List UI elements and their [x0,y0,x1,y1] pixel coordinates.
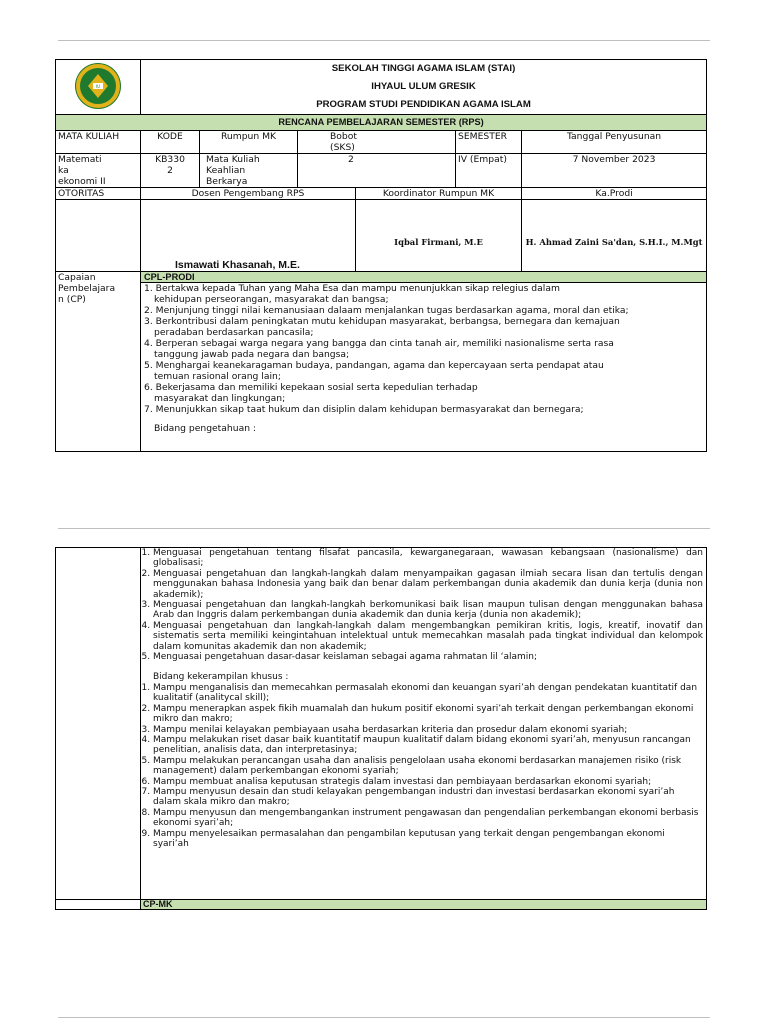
keterampilan-item: 8. Mampu menyusun dan mengembangankan instrument pengawasan dan pengendalian perkembangan ekonomi berbasis ekonomi syari’ah; [153,808,703,829]
page-divider-middle [58,528,710,529]
col-tanggal: Tanggal Penyusunan [522,131,707,154]
course-code: KB330 2 [141,154,200,188]
logo-cell [56,60,141,115]
col-rumpun-mk: Rumpun MK [200,131,298,154]
keterampilan-item: 7. Mampu menyusun desain dan studi kelayakan pengembangan industri dan investasi berdasarkan ekonomi syari’ah dalam skala mikro dan makro; [153,787,703,808]
sikap-line: peradaban berdasarkan pancasila; [154,327,314,338]
col-bobot: Bobot (SKS) [298,131,456,154]
institution-header [141,60,707,115]
svg-text:IU: IU [95,84,101,89]
keterampilan-item: 2. Mampu menerapkan aspek fikih muamalah dan hukum positif ekonomi syari’ah terkait dengan perkembangan ekonomi mikro dan makro; [153,704,703,725]
keterampilan-item: 9. Mampu menyelesaikan permasalahan dan pengambilan keputusan yang terkait dengan pengembangan ekonomi syari’ah [153,829,703,850]
course-name: Matemati ka ekonomi II [56,154,141,188]
program-name: PROGRAM STUDI PENDIDIKAN AGAMA ISLAM [316,99,531,110]
institution-subname: IHYAUL ULUM GRESIK [371,81,476,92]
cp-content-continued [141,548,707,900]
sikap-line: tanggung jawab pada negara dan bangsa; [154,349,350,360]
cp-mk-label-empty [56,900,141,910]
otoritas-label: OTORITAS [56,188,141,200]
sikap-line: 2. Menjunjung tinggi nilai kemanusiaan dalaam menjalankan tugas berdasarkan agama, moral dan etika; [144,305,629,316]
keterampilan-item: 3. Mampu menilai kelayakan pembiayaan usaha berdasarkan kriteria dan prosedur dalam ekonomi syariah; [153,725,703,735]
institution-name: SEKOLAH TINGGI AGAMA ISLAM (STAI) [331,63,516,74]
koordinator-name: Iqbal Firmani, M.E [394,237,483,247]
sikap-line: 1. Bertakwa kepada Tuhan yang Maha Esa dan mampu menunjukkan sikap relegius dalam [144,283,560,294]
page-divider-bottom [58,1017,710,1018]
sikap-line: 7. Menunjukkan sikap taat hukum dan disiplin dalam kehidupan bermasyarakat dan bernegara; [144,404,584,415]
sikap-line: masyarakat dan lingkungan; [154,393,286,404]
institution-logo [72,61,124,111]
cp-continued-table [55,547,707,910]
cp-label-continued [56,548,141,900]
sikap-line: temuan rasional orang lain; [154,371,281,382]
cp-mk-heading: CP-MK [141,900,707,910]
pengetahuan-item: 1. Menguasai pengetahuan tentang filsafat pancasila, kewarganegaraan, wawasan kebangsaan (nasionalisme) dan globalisasi; [153,548,703,569]
keterampilan-list [141,683,703,850]
kaprodi-label: Ka.Prodi [522,188,707,200]
kaprodi-name: H. Ahmad Zaini Sa'dan, S.H.I., M.Mgt [525,237,703,247]
keterampilan-item: 6. Mampu membuat analisa keputusan strategis dalam investasi dan pembiayaan berdasarkan ekonomi syariah; [153,777,703,787]
pengetahuan-item: 2. Menguasai pengetahuan dan langkah-langkah dalam menyampaikan gagasan ilmiah secara lisan dan tertulis dengan menggunakan bahasa Indonesia yang baik dan benar dalam perkembangan dunia akademik dan dunia kerja (dunia non akademik); [153,569,703,600]
col-semester: SEMESTER [456,131,522,154]
pengetahuan-item: 3. Menguasai pengetahuan dan langkah-langkah berkomunikasi baik lisan maupun tulisan dengan menggunakan bahasa Arab dan Inggris dalam perkembangan dunia akademik dan dunia kerja (dunia non akademik); [153,600,703,621]
pengetahuan-item: 4. Menguasai pengetahuan dan langkah-langkah dalam mengembangkan pemikiran kritis, logis, kreatif, inovatif dan sistematis serta memiliki keingintahuan intelektual untuk memecahkan masalah pada tingkat individual dan kelompok dalam komunitas akademik dan non akademik; [153,621,703,652]
sikap-line: 5. Menghargai keanekaragaman budaya, pandangan, agama dan kepercayaan serta pendapat atau [144,360,604,371]
course-date: 7 November 2023 [522,154,707,188]
otoritas-empty [56,200,141,272]
dosen-signature-cell [141,200,356,272]
page-divider-top [58,40,710,41]
cp-content [141,272,707,452]
koordinator-label: Koordinator Rumpun MK [356,188,522,200]
course-semester: IV (Empat) [456,154,522,188]
rps-header-table [55,59,707,452]
pengetahuan-list [141,548,703,662]
cp-label: Capaian Pembelajara n (CP) [56,272,141,452]
kaprodi-signature-cell [522,200,707,272]
dosen-name: Ismawati Khasanah, M.E. [175,259,300,271]
pengetahuan-item: 5. Menguasai pengetahuan dasar-dasar keislaman sebagai agama rahmatan lil ‘alamin; [153,652,703,662]
col-kode: KODE [141,131,200,154]
bidang-keterampilan-heading: Bidang kekerampilan khusus : [153,672,289,683]
sikap-line: 6. Bekerjasama dan memiliki kepekaan sosial serta kepedulian terhadap [144,382,478,393]
keterampilan-item: 4. Mampu melakukan riset dasar baik kuantitatif maupun kualitatif dalam bidang ekonomi syari’ah, menyusun rancangan penelitian, analisis data, dan interpretasinya; [153,735,703,756]
dosen-label: Dosen Pengembang RPS [141,188,356,200]
rps-title: RENCANA PEMBELAJARAN SEMESTER (RPS) [56,115,707,131]
course-bobot: 2 [298,154,456,188]
koordinator-signature-cell [356,200,522,272]
sikap-line: kehidupan perseorangan, masyarakat dan bangsa; [154,294,389,305]
keterampilan-item: 5. Mampu melakukan perancangan usaha dan analisis pengelolaan usaha ekonomi berdasarkan manajemen risiko (risk management) dalam perkembangan ekonomi syariah; [153,756,703,777]
cpl-prodi-heading: CPL-PRODI [141,272,706,283]
sikap-line: 4. Berperan sebagai warga negara yang bangga dan cinta tanah air, memiliki nasionalisme serta rasa [144,338,614,349]
col-mata-kuliah: MATA KULIAH [56,131,141,154]
bidang-pengetahuan-heading: Bidang pengetahuan : [154,423,257,434]
keterampilan-item: 1. Mampu menganalisis dan memecahkan permasalah ekonomi dan keuangan syari’ah dengan pendekatan kuantitatif dan kualitatif (analitycal skill); [153,683,703,704]
sikap-line: 3. Berkontribusi dalam peningkatan mutu kehidupan masyarakat, berbangsa, bernegara dan kemajuan [144,316,620,327]
course-rumpun: Mata Kuliah Keahlian Berkarya [200,154,298,188]
